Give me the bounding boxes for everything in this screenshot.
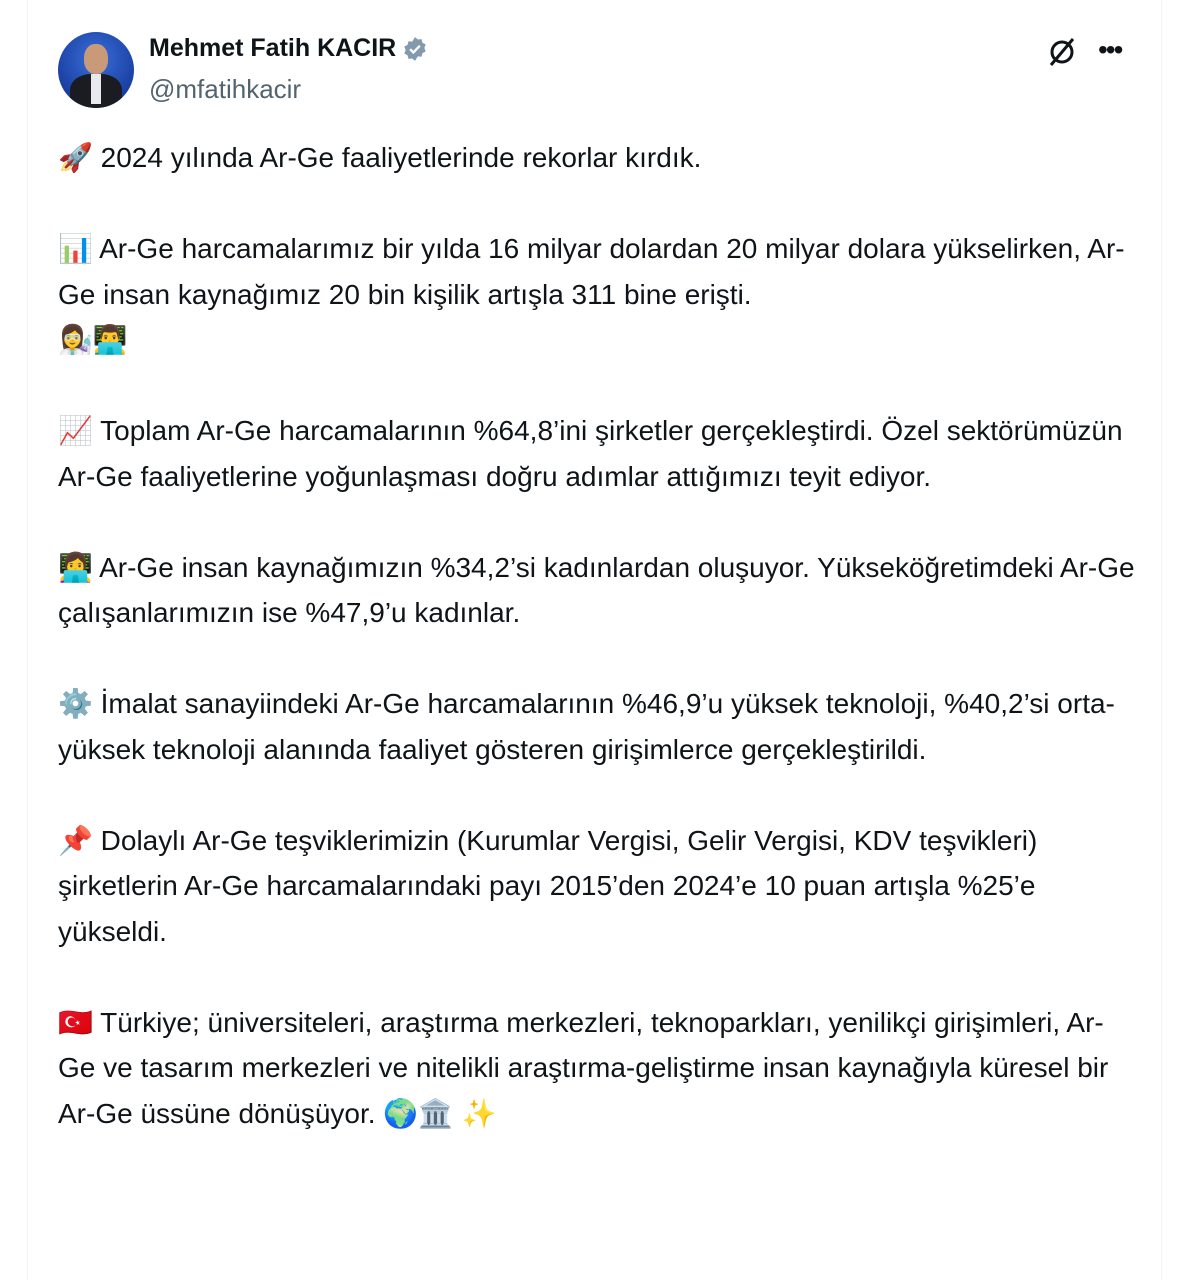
tweet-paragraph xyxy=(58,226,1138,363)
grok-icon[interactable] xyxy=(1046,36,1078,76)
tweet-card xyxy=(27,0,1162,1280)
paragraph-text: 2024 yılında Ar-Ge faaliyetlerinde rekorlar kırdık. xyxy=(100,142,702,173)
tweet-paragraph xyxy=(58,408,1138,499)
paragraph-text: Toplam Ar-Ge harcamalarının %64,8’ini şirketler gerçekleştirdi. Özel sektörümüzün Ar-Ge faaliyetlerine yoğunlaşması doğru adımlar attığımızı teyit ediyor. xyxy=(58,415,1123,492)
author-handle[interactable]: @mfatihkacir xyxy=(149,74,302,104)
author-name-row[interactable] xyxy=(149,34,428,63)
paragraph-emoji-icon: 📈 xyxy=(58,414,93,447)
tweet-paragraph xyxy=(58,681,1138,772)
avatar-shirt xyxy=(91,74,101,104)
paragraph-emoji-icon: 📊 xyxy=(58,232,93,265)
avatar[interactable] xyxy=(58,32,134,108)
paragraph-text: Ar-Ge insan kaynağımızın %34,2’si kadınlardan oluşuyor. Yükseköğretimdeki Ar-Ge çalışanlarımızın ise %47,9’u kadınlar. xyxy=(58,551,1135,628)
tweet-paragraph xyxy=(58,1000,1138,1137)
trailing-emoji-icon: 👩‍🔬👨‍💻 xyxy=(58,323,128,356)
trailing-emoji-icon: 🌍🏛️ ✨ xyxy=(383,1096,497,1130)
verified-badge-icon xyxy=(402,36,428,62)
paragraph-emoji-icon: 📌 xyxy=(58,823,93,857)
tweet-text xyxy=(58,135,1138,1182)
more-icon[interactable]: ••• xyxy=(1098,34,1122,65)
tweet-paragraph xyxy=(58,135,1138,181)
tweet-paragraph xyxy=(58,818,1138,955)
paragraph-text: Dolaylı Ar-Ge teşviklerimizin (Kurumlar Vergisi, Gelir Vergisi, KDV teşvikleri) şirketlerin Ar-Ge harcamalarındaki payı 2015’den 2024’e 10 puan artışla %25’e yükseldi. xyxy=(58,824,1038,947)
paragraph-emoji-icon: 🇹🇷 xyxy=(58,1005,93,1039)
paragraph-text: İmalat sanayiindeki Ar-Ge harcamalarının %46,9’u yüksek teknoloji, %40,2’si orta-yüksek teknoloji alanında faaliyet gösteren girişimlerce gerçekleştirildi. xyxy=(58,688,1115,765)
paragraph-text: Türkiye; üniversiteleri, araştırma merkezleri, teknoparkları, yenilikçi girişimleri, Ar-Ge ve tasarım merkezleri ve nitelikli araştırma-geliştirme insan kaynağıyla küresel bir Ar-Ge üssüne dönüşüyor. xyxy=(58,1006,1109,1129)
paragraph-text: Ar-Ge harcamalarımız bir yılda 16 milyar dolardan 20 milyar dolara yükselirken, Ar-Ge insan kaynağımız 20 bin kişilik artışla 311 bine erişti. xyxy=(58,233,1125,310)
tweet-paragraph xyxy=(58,545,1138,636)
paragraph-emoji-icon: 👩‍💻 xyxy=(58,550,93,584)
author-name[interactable]: Mehmet Fatih KACIR xyxy=(149,34,397,62)
paragraph-emoji-icon: ⚙️ xyxy=(58,687,93,720)
avatar-head xyxy=(84,44,108,74)
paragraph-emoji-icon: 🚀 xyxy=(58,141,93,174)
